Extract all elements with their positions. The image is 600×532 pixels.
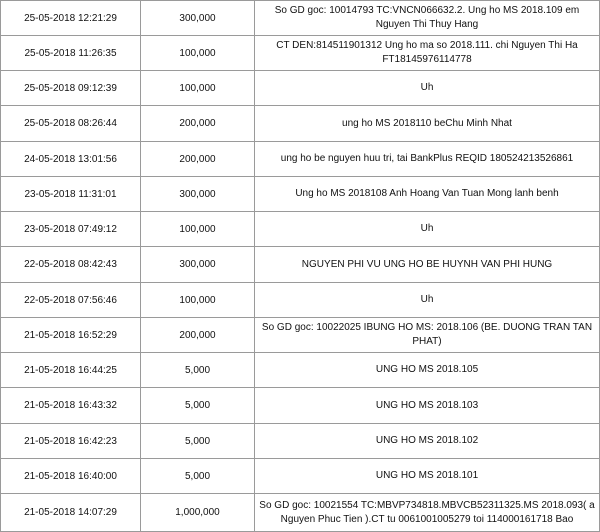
transaction-amount: 100,000 <box>141 71 255 106</box>
transaction-description: UNG HO MS 2018.102 <box>255 424 600 459</box>
transaction-datetime: 25-05-2018 09:12:39 <box>1 71 141 106</box>
transaction-description: Ung ho MS 2018108 Anh Hoang Van Tuan Mong lanh benh <box>255 177 600 212</box>
transaction-amount: 100,000 <box>141 36 255 71</box>
transaction-datetime: 21-05-2018 16:42:23 <box>1 424 141 459</box>
transaction-description: Uh <box>255 212 600 247</box>
transaction-description: Uh <box>255 283 600 318</box>
transaction-amount: 100,000 <box>141 212 255 247</box>
transaction-datetime: 25-05-2018 12:21:29 <box>1 1 141 36</box>
transaction-datetime: 24-05-2018 13:01:56 <box>1 142 141 177</box>
transaction-amount: 5,000 <box>141 353 255 388</box>
transaction-amount: 200,000 <box>141 318 255 353</box>
transaction-description: So GD goc: 10022025 IBUNG HO MS: 2018.106 (BE. DUONG TRAN TAN PHAT) <box>255 318 600 353</box>
transaction-datetime: 21-05-2018 16:43:32 <box>1 388 141 424</box>
transaction-datetime: 22-05-2018 07:56:46 <box>1 283 141 318</box>
table-row <box>1 353 600 388</box>
transaction-datetime: 21-05-2018 16:44:25 <box>1 353 141 388</box>
transaction-amount: 200,000 <box>141 142 255 177</box>
transaction-amount: 300,000 <box>141 1 255 36</box>
transaction-amount: 100,000 <box>141 283 255 318</box>
table-row <box>1 247 600 283</box>
transaction-datetime: 25-05-2018 11:26:35 <box>1 36 141 71</box>
table-row <box>1 106 600 142</box>
transaction-description: UNG HO MS 2018.105 <box>255 353 600 388</box>
transaction-description: Uh <box>255 71 600 106</box>
table-row <box>1 424 600 459</box>
table-row <box>1 388 600 424</box>
transaction-datetime: 23-05-2018 11:31:01 <box>1 177 141 212</box>
table-row <box>1 283 600 318</box>
transaction-description: ung ho MS 2018110 beChu Minh Nhat <box>255 106 600 142</box>
table-row <box>1 36 600 71</box>
transaction-amount: 300,000 <box>141 177 255 212</box>
transaction-amount: 5,000 <box>141 459 255 494</box>
transaction-description: So GD goc: 10021554 TC:MBVP734818.MBVCB52311325.MS 2018.093( a Nguyen Phuc Tien ).CT tu 0061001005279 toi 114000161718 Bao <box>255 494 600 532</box>
transaction-description: So GD goc: 10014793 TC:VNCN066632.2. Ung ho MS 2018.109 em Nguyen Thi Thuy Hang <box>255 1 600 36</box>
transaction-datetime: 21-05-2018 14:07:29 <box>1 494 141 532</box>
transaction-description: UNG HO MS 2018.101 <box>255 459 600 494</box>
table-row <box>1 1 600 36</box>
table-row <box>1 459 600 494</box>
transaction-datetime: 21-05-2018 16:52:29 <box>1 318 141 353</box>
transaction-amount: 5,000 <box>141 424 255 459</box>
transaction-datetime: 22-05-2018 08:42:43 <box>1 247 141 283</box>
transaction-description: ung ho be nguyen huu tri, tai BankPlus REQID 180524213526861 <box>255 142 600 177</box>
transaction-description: CT DEN:814511901312 Ung ho ma so 2018.111. chi Nguyen Thi Ha FT18145976114778 <box>255 36 600 71</box>
transaction-amount: 300,000 <box>141 247 255 283</box>
transaction-amount: 5,000 <box>141 388 255 424</box>
table-row <box>1 71 600 106</box>
transaction-amount: 200,000 <box>141 106 255 142</box>
table-row <box>1 177 600 212</box>
transaction-datetime: 25-05-2018 08:26:44 <box>1 106 141 142</box>
table-row <box>1 212 600 247</box>
table-row <box>1 318 600 353</box>
table-row <box>1 142 600 177</box>
transaction-description: UNG HO MS 2018.103 <box>255 388 600 424</box>
transaction-description: NGUYEN PHI VU UNG HO BE HUYNH VAN PHI HUNG <box>255 247 600 283</box>
transaction-datetime: 21-05-2018 16:40:00 <box>1 459 141 494</box>
transaction-amount: 1,000,000 <box>141 494 255 532</box>
transaction-datetime: 23-05-2018 07:49:12 <box>1 212 141 247</box>
table-row <box>1 494 600 532</box>
